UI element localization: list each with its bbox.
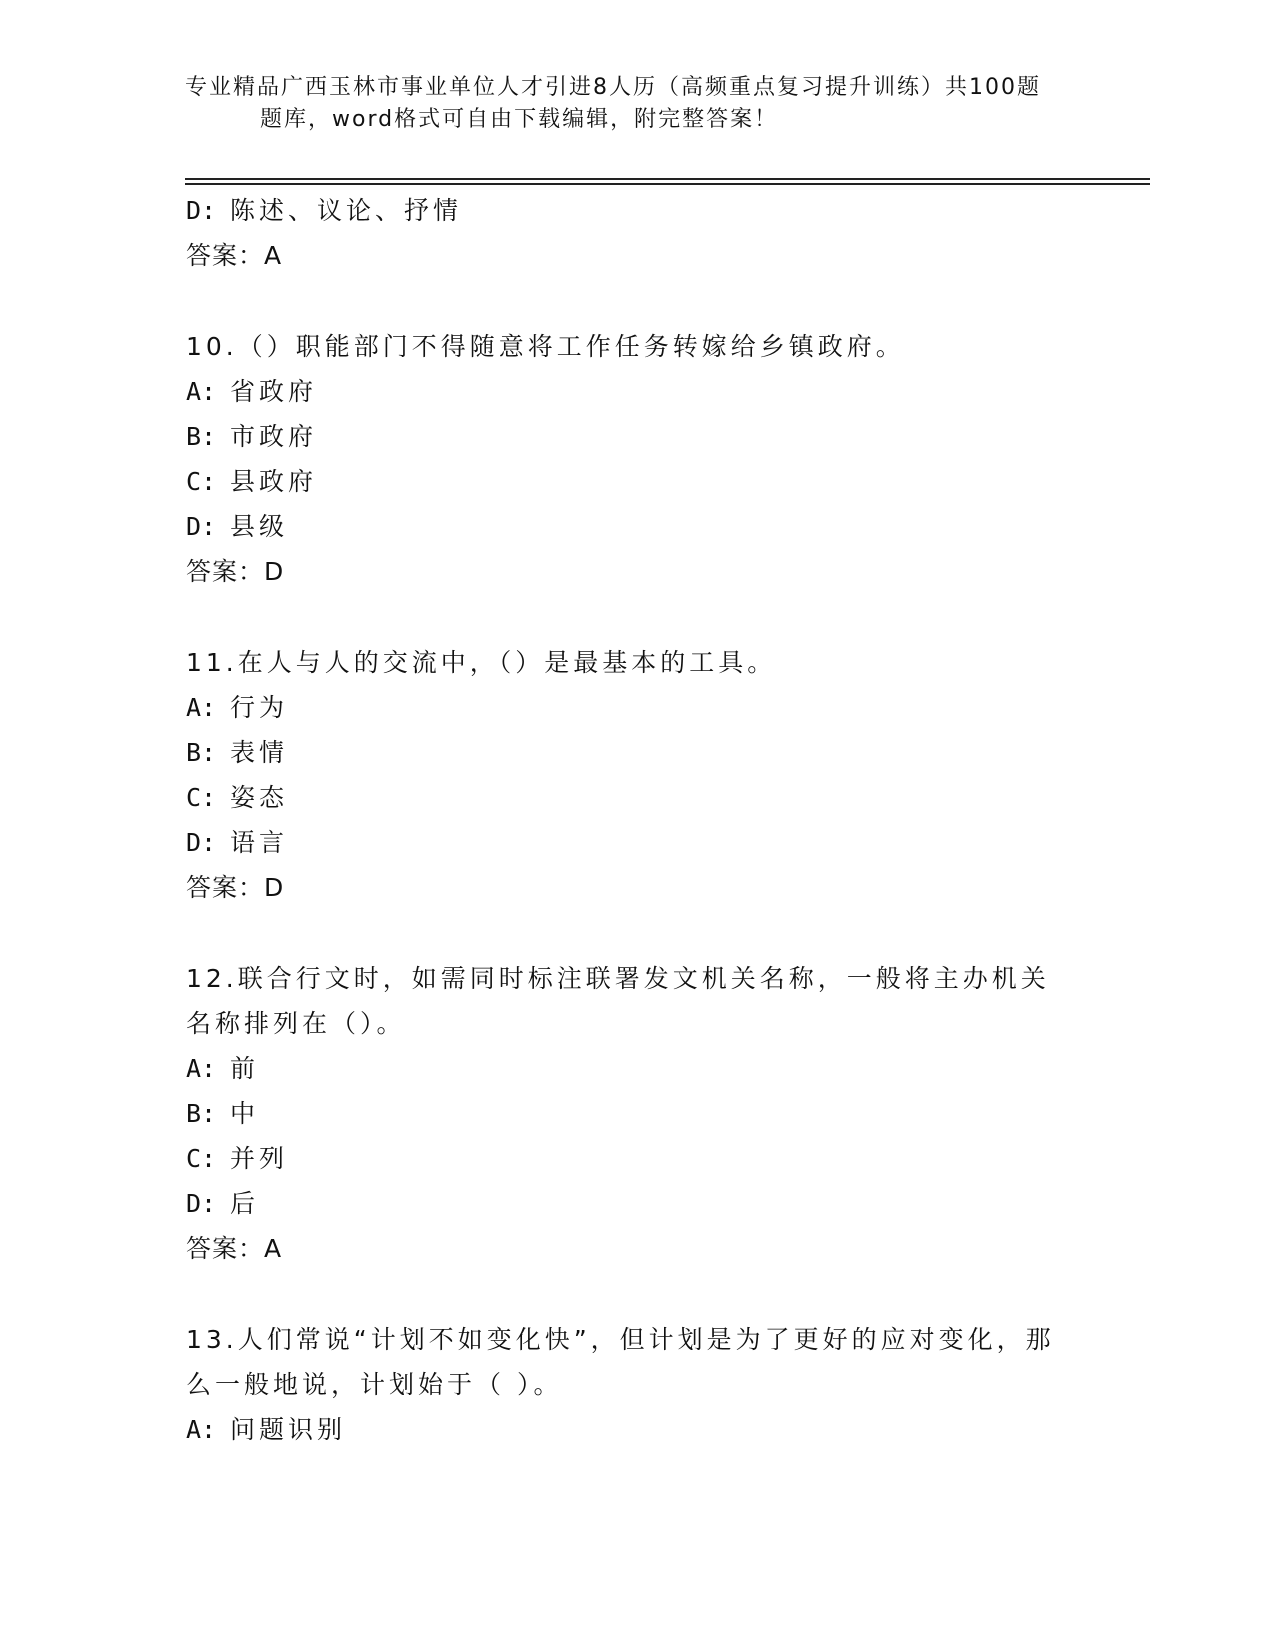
option-text: 中 bbox=[230, 1099, 260, 1128]
option-letter: B: bbox=[186, 738, 217, 767]
option-letter: B: bbox=[186, 1099, 217, 1128]
answer-key: 答案：A bbox=[186, 241, 283, 270]
answer-option bbox=[186, 1046, 1086, 1091]
option-text: 省政府 bbox=[230, 377, 318, 406]
header-divider bbox=[185, 183, 1150, 185]
spacer bbox=[186, 278, 1086, 324]
option-letter: C: bbox=[186, 783, 217, 812]
answer-option bbox=[186, 820, 1086, 865]
answer-key: 答案：A bbox=[186, 1234, 283, 1263]
option-letter: B: bbox=[186, 422, 217, 451]
answer-option bbox=[186, 775, 1086, 820]
header-divider bbox=[185, 178, 1150, 180]
option-text: 表情 bbox=[230, 738, 289, 767]
question-text: 12.联合行文时，如需同时标注联署发文机关名称，一般将主办机关名称排列在（）。 bbox=[186, 964, 1050, 1038]
page-header bbox=[185, 72, 1085, 136]
spacer bbox=[186, 910, 1086, 956]
question-text: 13.人们常说“计划不如变化快”，但计划是为了更好的应对变化，那么一般地说，计划始于（ ）。 bbox=[186, 1325, 1055, 1399]
option-text: 后 bbox=[230, 1189, 260, 1218]
answer-option bbox=[186, 1407, 1086, 1452]
option-letter: D: bbox=[186, 828, 217, 857]
option-text: 前 bbox=[230, 1054, 260, 1083]
option-letter: D: bbox=[186, 196, 217, 225]
spacer bbox=[186, 594, 1086, 640]
option-letter: A: bbox=[186, 377, 217, 406]
answer-option bbox=[186, 188, 1086, 233]
question-text: 11.在人与人的交流中，（）是最基本的工具。 bbox=[186, 648, 777, 677]
option-letter: C: bbox=[186, 1144, 217, 1173]
answer-option bbox=[186, 459, 1086, 504]
option-text: 县政府 bbox=[230, 467, 318, 496]
option-text: 姿态 bbox=[230, 783, 289, 812]
answer-option bbox=[186, 504, 1086, 549]
answer-option bbox=[186, 730, 1086, 775]
option-text: 语言 bbox=[230, 828, 289, 857]
option-letter: A: bbox=[186, 693, 217, 722]
option-letter: A: bbox=[186, 1054, 217, 1083]
answer-option bbox=[186, 1136, 1086, 1181]
option-text: 问题识别 bbox=[230, 1415, 347, 1444]
option-text: 并列 bbox=[230, 1144, 289, 1173]
answer-option bbox=[186, 1181, 1086, 1226]
option-letter: C: bbox=[186, 467, 217, 496]
answer-option bbox=[186, 369, 1086, 414]
answer-option bbox=[186, 1091, 1086, 1136]
option-text: 陈述、议论、抒情 bbox=[230, 196, 463, 225]
header-line-1: 专业精品广西玉林市事业单位人才引进8人历（高频重点复习提升训练）共100题 bbox=[185, 75, 1041, 100]
option-text: 行为 bbox=[230, 693, 289, 722]
option-letter: D: bbox=[186, 512, 217, 541]
option-letter: D: bbox=[186, 1189, 217, 1218]
answer-key: 答案：D bbox=[186, 557, 285, 586]
option-letter: A: bbox=[186, 1415, 217, 1444]
answer-option bbox=[186, 414, 1086, 459]
question-list bbox=[186, 188, 1086, 1452]
option-text: 县级 bbox=[230, 512, 289, 541]
option-text: 市政府 bbox=[230, 422, 318, 451]
question-text: 10.（）职能部门不得随意将工作任务转嫁给乡镇政府。 bbox=[186, 332, 905, 361]
answer-key: 答案：D bbox=[186, 873, 285, 902]
spacer bbox=[186, 1271, 1086, 1317]
answer-option bbox=[186, 685, 1086, 730]
header-line-2: 题库，word格式可自由下载编辑，附完整答案！ bbox=[260, 107, 779, 132]
